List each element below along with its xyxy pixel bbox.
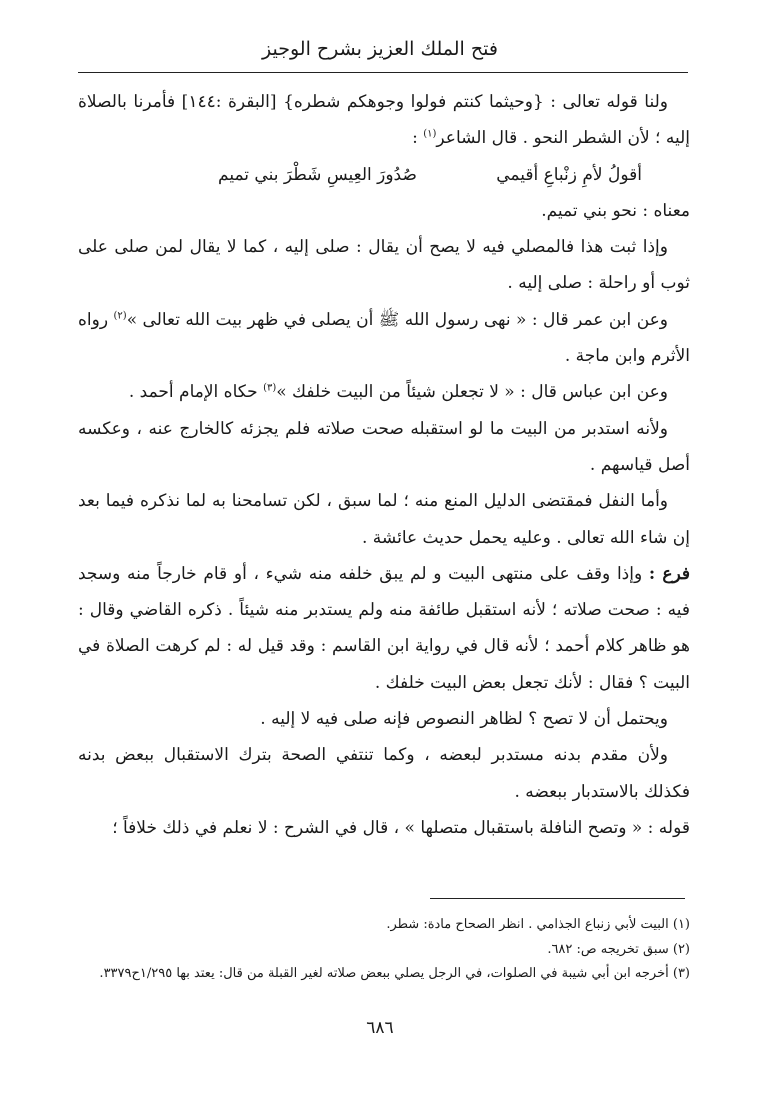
footnotes [60, 913, 690, 987]
poetry-verse [78, 157, 690, 193]
footnote-2: (٢) سبق تخريجه ص: ٦٨٢. [547, 941, 690, 957]
footnote-divider [430, 898, 685, 899]
footnote-1: (١) البيت لأبي زنباع الجذامي . انظر الصحاح مادة: شطر. [386, 917, 690, 932]
paragraph-9: ويحتمل أن لا تصح ؟ لظاهر النصوص فإنه صلى فيه لا إليه . [260, 709, 668, 730]
footnote-ref: (٣) [263, 382, 277, 394]
page-number: ٦٨٦ [366, 1018, 394, 1038]
book-title: فتح الملك العزيز بشرح الوجيز [262, 38, 498, 60]
main-text [78, 84, 690, 846]
paragraph-3: وإذا ثبت هذا فالمصلي فيه لا يصح أن يقال : صلى إليه ، كما لا يقال لمن صلى على ثوب أو راحلة : صلى إليه . [78, 237, 690, 294]
footnote-3: (٣) أخرجه ابن أبي شيبة في الصلوات، في الرجل يصلي ببعض صلاته لغير القبلة من قال: يعتد بها ١/٢٩٥ح٣٣٧٩. [99, 966, 690, 981]
header-divider [78, 72, 688, 73]
paragraph-2: معناه : نحو بني تميم. [541, 200, 690, 221]
paragraph-6: ولأنه استدبر من البيت ما لو استقبله صحت صلاته فلم يجزئه كالخارج عنه ، وعكسه أصل قياسهم . [78, 418, 690, 475]
paragraph-1: ولنا قوله تعالى : {وحيثما كنتم فولوا وجوهكم شطره} [البقرة :١٤٤] فأمرنا بالصلاة إليه ؛ لأن الشطر النحو . قال الشاعر$^{(١)}$ : [78, 92, 690, 149]
paragraph-8: فرع : وإذا وقف على منتهى البيت و لم يبق خلفه منه شيء ، أو قام خارجاً منه وسجد فيه : صحت صلاته ؛ لأنه استقبل طائفة منه ولم يستدبر منه شيئاً . ذكره القاضي وقال : هو ظاهر كلام أحمد ؛ لأنه قال في رواية ابن القاسم : وقد قيل له : لم كرهت الصلاة في البيت ؟ فقال : لأنك تجعل بعض البيت خلفك . [78, 563, 690, 693]
paragraph-10: ولأن مقدم بدنه مستدبر لبعضه ، وكما تنتفي الصحة بترك الاستقبال ببعض بدنه فكذلك بالاستدبار ببعضه . [78, 745, 690, 802]
paragraph-11: قوله : « وتصح النافلة باستقبال متصلها » ، قال في الشرح : لا نعلم في ذلك خلافاً ؛ [112, 817, 690, 838]
footnote-ref: (٢) [113, 310, 127, 322]
section-label: فرع : [648, 563, 690, 584]
paragraph-5: وعن ابن عباس قال : « لا تجعلن شيئاً من البيت خلفك »$^{(٣)}$ حكاه الإمام أحمد . [128, 382, 668, 403]
verse-first-hemistich: أقولُ لأمِ زنْباعِ أقيمي [496, 164, 642, 185]
footnote-ref: (١) [423, 128, 437, 140]
paragraph-4: وعن ابن عمر قال : « نهى رسول الله ﷺ أن يصلى في ظهر بيت الله تعالى »$^{(٢)}$ رواه الأثرم وابن ماجة . [78, 309, 690, 367]
paragraph-7: وأما النفل فمقتضى الدليل المنع منه ؛ لما سبق ، لكن تسامحنا به لما نذكره فيما بعد إن شاء الله تعالى . وعليه يحمل حديث عائشة . [78, 491, 690, 548]
verse-second-hemistich: صُدُورَ العِيسِ شَطْرَ بني تميم [218, 164, 417, 185]
